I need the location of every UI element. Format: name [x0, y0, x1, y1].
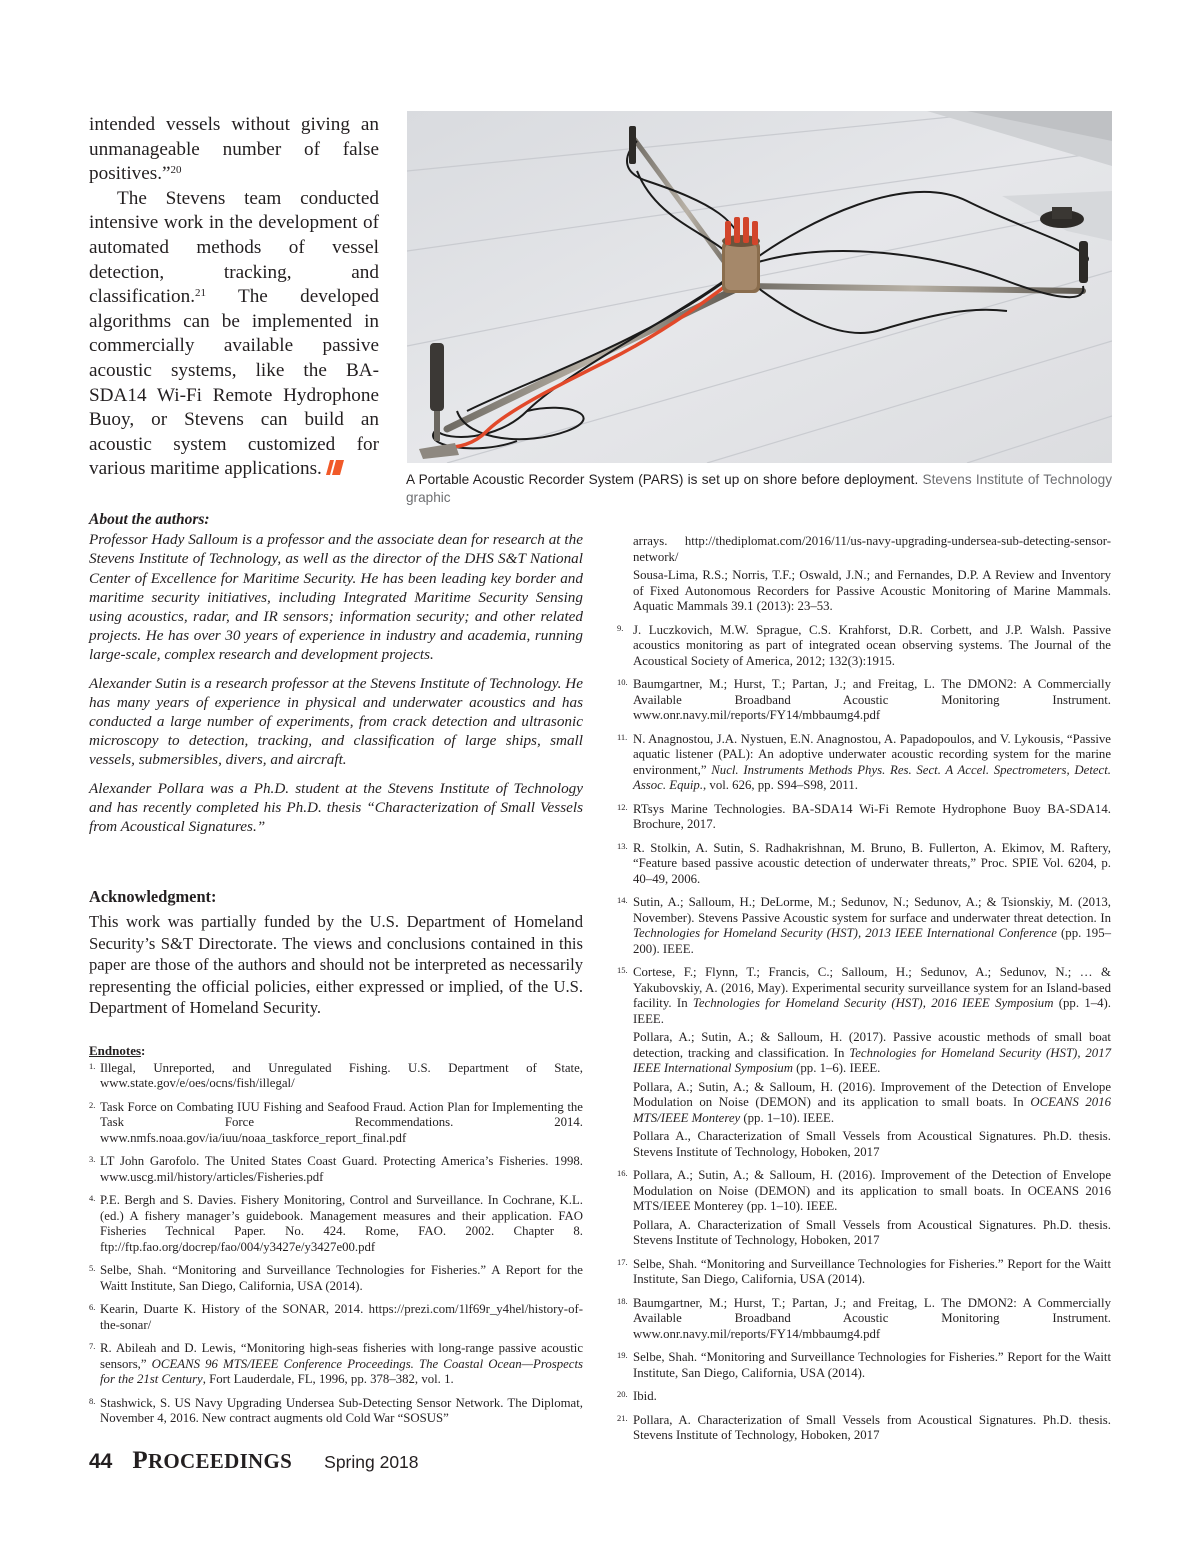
author-bio-pollara: Alexander Pollara was a Ph.D. student at the Stevens Institute of Technology and has recently completed his Ph.D. thesis “Characterization of Small Vessels from Acoustical Signatures.”	[89, 779, 583, 836]
page-number: 44	[89, 1450, 113, 1473]
endnote-1: 1. Illegal, Unreported, and Unregulated Fishing. U.S. Department of State, www.state.gov/e/oes/ocns/fish/illegal/	[89, 1060, 583, 1090]
footnote-ref-20[interactable]: 20	[170, 164, 182, 177]
endnotes-heading: Endnotes:	[89, 1043, 146, 1058]
pars-photo	[407, 111, 1112, 463]
about-authors-heading: About the authors:	[89, 511, 210, 528]
caption-text: A Portable Acoustic Recorder System (PARS) is set up on shore before deployment.	[406, 472, 919, 487]
endnote-4: 4. P.E. Bergh and S. Davies. Fishery Monitoring, Control and Surveillance. In Cochrane, K.L. (ed.) A fishery manager’s guidebook. Management measures and their application. FAO Fisheries Technical Paper. No. 424. Rome, FAO. 2002. Chapter 8. ftp://ftp.fao.org/docrep/fao/004/y3427e/y3427e00.pdf	[89, 1193, 583, 1254]
endnote-8-continued: arrays. http://thediplomat.com/2016/11/us-navy-upgrading-undersea-sub-detecting-sensor-network/ Sousa-Lima, R.S.; Norris, T.F.; Oswald, J.N.; and Fernandes, D.P. A Review and Inventory of Fixed Autonomous Recorders for Passive Acoustic Monitoring of Marine Mammals. Aquatic Mammals 39.1 (2013): 23–53.	[633, 534, 1111, 613]
endnote-3: 3. LT John Garofolo. The United States Coast Guard. Protecting America’s Fisheries. 1998. www.uscg.mil/history/articles/Fisheries.pdf	[89, 1154, 583, 1184]
endnote-20: 20. Ibid.	[617, 1389, 657, 1403]
endnotes-right-column	[617, 534, 1111, 1452]
endnote-12: 12. RTsys Marine Technologies. BA-SDA14 Wi-Fi Remote Hydrophone Buoy BA-SDA14. Brochure, 2017.	[617, 801, 1111, 831]
endnote-11: 11. N. Anagnostou, J.A. Nystuen, E.N. Anagnostou, A. Papadopoulos, and V. Lykousis, “Passive aquatic listener (PAL): An adoptive underwater acoustic recording system for the marine environment,” Nucl. Instruments Methods Phys. Res. Sect. A Accel. Spectrometers, Detect. Assoc. Equip., vol. 626, pp. S94–S98, 2011.	[617, 731, 1111, 792]
endnote-8: 8. Stashwick, S. US Navy Upgrading Undersea Sub-Detecting Sensor Network. The Diplomat, November 4, 2016. New contract augments old Cold War “SOSUS”	[89, 1395, 583, 1425]
author-bio-salloum: Professor Hady Salloum is a professor and the associate dean for research at the Stevens Institute of Technology, as well as the director of the DHS S&T National Center of Excellence for Maritime Security. He has been leading key border and maritime security initiatives, including Integrated Maritime Security Sensing using acoustics, radar, and IR sensors; information security; and other related projects. He has over 30 years of experience in industry and academia, running large-scale, complex research and development projects.	[89, 531, 583, 664]
issue-date: Spring 2018	[324, 1452, 419, 1472]
acknowledgment-heading: Acknowledgment:	[89, 887, 217, 906]
endnote-15: 15. Cortese, F.; Flynn, T.; Francis, C.; Salloum, H.; Sedunov, A.; Sedunov, N.; … & Yakubovskiy, A. (2016, May). Experimental security surveillance system for an Island-based facility. In Technologies for Homeland Security (HST), 2016 IEEE Symposium (pp. 1–4). IEEE. Pollara, A.; Sutin, A.; & Salloum, H. (2017). Passive acoustic methods of small boat detection, tracking and classification. In Technologies for Homeland Security (HST), 2017 IEEE International Symposium (pp. 1–6). IEEE. Pollara, A.; Sutin, A.; & Salloum, H. (2016). Improvement of the Detection of Envelope Modulation on Noise (DEMON) and its application to small boats. In OCEANS 2016 MTS/IEEE Monterey (pp. 1–10). IEEE. Pollara A., Characterization of Small Vessels from Acoustical Signatures. Ph.D. thesis. Stevens Institute of Technology, Hoboken, 2017	[617, 965, 1112, 1159]
endnote-17: 17. Selbe, Shah. “Monitoring and Surveillance Technologies for Fisheries.” Report for the Waitt Institute, San Diego, California, USA (2014).	[617, 1256, 1111, 1286]
intro-paragraph-2: The Stevens team conducted intensive work in the development of automated methods of vessel detection, tracking, and classification.$^{21}$ The developed algorithms can be implemented in commercially available passive acoustic systems, like the BA-SDA14 Wi-Fi Remote Hydrophone Buoy, or Stevens can build an acoustic system customized for various maritime applications.	[89, 187, 379, 480]
author-bio-sutin: Alexander Sutin is a research professor at the Stevens Institute of Technology. He has many years of experience in physical and underwater acoustics and has conducted a large number of experiments, from crack detection and ultrasonic microscopy to detection, tracking, and classification of large ships, small vessels, submersibles, divers, and aircraft.	[89, 674, 583, 769]
endnote-16: 16. Pollara, A.; Sutin, A.; & Salloum, H. (2016). Improvement of the Detection of Envelope Modulation on Noise (DEMON) and its application to small boats. In OCEANS 2016 MTS/IEEE Monterey (pp. 1–10). IEEE. Pollara, A. Characterization of Small Vessels from Acoustical Signatures. Ph.D. thesis. Stevens Institute of Technology, Hoboken, 2017	[617, 1168, 1111, 1247]
endnote-18: 18. Baumgartner, M.; Hurst, T.; Partan, J.; and Freitag, L. The DMON2: A Commercially Available Broadband Acoustic Monitoring Instrument. www.onr.navy.mil/reports/FY14/mbbaumg4.pdf	[617, 1295, 1111, 1341]
intro-paragraph-1: intended vessels without giving an unmanageable number of false positives.”$^{20}$	[89, 114, 379, 185]
endnote-21: 21. Pollara, A. Characterization of Small Vessels from Acoustical Signatures. Ph.D. thesis. Stevens Institute of Technology, Hoboken, 2017	[617, 1412, 1111, 1442]
endnote-5: 5. Selbe, Shah. “Monitoring and Surveillance Technologies for Fisheries.” A Report for the Waitt Institute, San Diego, California, USA (2014).	[89, 1263, 583, 1293]
endnote-14: 14. Sutin, A.; Salloum, H.; DeLorme, M.; Sedunov, N.; Sedunov, A.; & Tsionskiy, M. (2013, November). Stevens Passive Acoustic system for surface and underwater threat detection. In Technologies for Homeland Security (HST), 2013 IEEE International Conference (pp. 195–200). IEEE.	[617, 895, 1112, 956]
footnote-ref-21[interactable]: 21	[195, 287, 207, 300]
magazine-name: PROCEEDINGS	[132, 1447, 293, 1474]
intro-text	[89, 113, 379, 482]
endnote-6: 6. Kearin, Duarte K. History of the SONAR, 2014. https://prezi.com/1lf69r_y4hel/history-of-the-sonar/	[89, 1302, 583, 1332]
acknowledgment-section	[89, 886, 583, 1018]
endnote-19: 19. Selbe, Shah. “Monitoring and Surveillance Technologies for Fisheries.” Report for the Waitt Institute, San Diego, California, USA (2014).	[617, 1350, 1111, 1380]
endnote-9: 9. J. Luczkovich, M.W. Sprague, C.S. Krahforst, D.R. Corbett, and J.P. Walsh. Passive acoustics monitoring as part of integrated ocean observing systems. The Journal of the Acoustical Society of America, 2012; 132(3):1915.	[617, 622, 1111, 668]
endnote-10: 10. Baumgartner, M.; Hurst, T.; Partan, J.; and Freitag, L. The DMON2: A Commercially Available Broadband Acoustic Monitoring Instrument. www.onr.navy.mil/reports/FY14/mbbaumg4.pdf	[617, 677, 1111, 722]
photo-credit: Stevens Institute of Technology graphic	[406, 472, 1112, 505]
pars-photo-illustration	[407, 111, 1112, 463]
photo-caption	[406, 471, 1112, 507]
about-authors-section	[89, 510, 583, 845]
page-footer	[89, 1447, 419, 1477]
endnote-13: 13. R. Stolkin, A. Sutin, S. Radhakrishnan, M. Bruno, B. Fullerton, A. Ekimov, M. Raftery, “Feature based passive acoustic detection of underwater threats,” Proc. SPIE Vol. 6204, p. 40–49, 2006.	[617, 840, 1111, 886]
endnotes-left-column	[89, 1043, 583, 1435]
endnote-2: 2. Task Force on Combating IUU Fishing and Seafood Fraud. Action Plan for Implementing the Task Force Recommendations. 2014. www.nmfs.noaa.gov/ia/iuu/noaa_taskforce_report_final.pdf	[89, 1099, 583, 1145]
end-of-article-icon	[326, 460, 344, 475]
acknowledgment-text: This work was partially funded by the U.S. Department of Homeland Security’s S&T Directorate. The views and conclusions contained in this paper are those of the authors and should not be interpreted as necessarily representing the official policies, either expressed or implied, of the U.S. Department of Homeland Security.	[89, 912, 583, 1018]
endnote-7: 7. R. Abileah and D. Lewis, “Monitoring high-seas fisheries with long-range passive acoustic sensors,” OCEANS 96 MTS/IEEE Conference Proceedings. The Coastal Ocean—Prospects for the 21st Century, Fort Lauderdale, FL, 1996, pp. 378–382, vol. 1.	[89, 1341, 583, 1386]
